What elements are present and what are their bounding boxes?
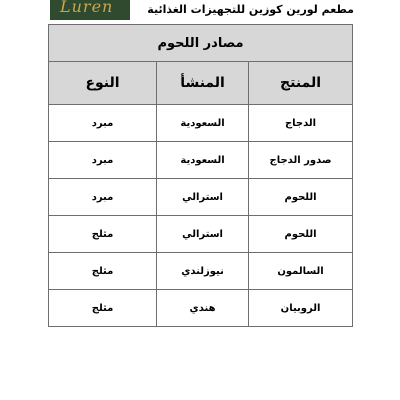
- cell-origin: السعودية: [157, 105, 249, 142]
- column-header-origin: المنشأ: [157, 62, 249, 105]
- cell-type: مثلج: [49, 253, 157, 290]
- table-header-row: [49, 62, 353, 105]
- cell-product: الدجاج: [249, 105, 353, 142]
- company-logo: [50, 0, 130, 20]
- cell-product: صدور الدجاج: [249, 142, 353, 179]
- table-caption: مصادر اللحوم: [49, 25, 353, 62]
- table-row: [49, 142, 353, 179]
- table-caption-row: [49, 25, 353, 62]
- table-row: [49, 290, 353, 327]
- table-row: [49, 253, 353, 290]
- cell-type: مبرد: [49, 105, 157, 142]
- table-row: [49, 216, 353, 253]
- meat-sources-table: [48, 24, 353, 327]
- table-row: [49, 179, 353, 216]
- cell-type: مثلج: [49, 290, 157, 327]
- cell-type: مبرد: [49, 142, 157, 179]
- column-header-type: النوع: [49, 62, 157, 105]
- table-row: [49, 105, 353, 142]
- cell-product: السالمون: [249, 253, 353, 290]
- cell-origin: نيوزلندي: [157, 253, 249, 290]
- logo-wordmark: Luren: [60, 0, 114, 16]
- cell-origin: استرالي: [157, 216, 249, 253]
- cell-product: الروبيان: [249, 290, 353, 327]
- cell-origin: هندي: [157, 290, 249, 327]
- cell-type: مثلج: [49, 216, 157, 253]
- cell-type: مبرد: [49, 179, 157, 216]
- cell-origin: السعودية: [157, 142, 249, 179]
- cell-product: اللحوم: [249, 179, 353, 216]
- cell-origin: استرالي: [157, 179, 249, 216]
- page-header-title: مطعم لورين كوزين للتجهيزات الغذائية: [147, 3, 354, 16]
- column-header-product: المنتج: [249, 62, 353, 105]
- cell-product: اللحوم: [249, 216, 353, 253]
